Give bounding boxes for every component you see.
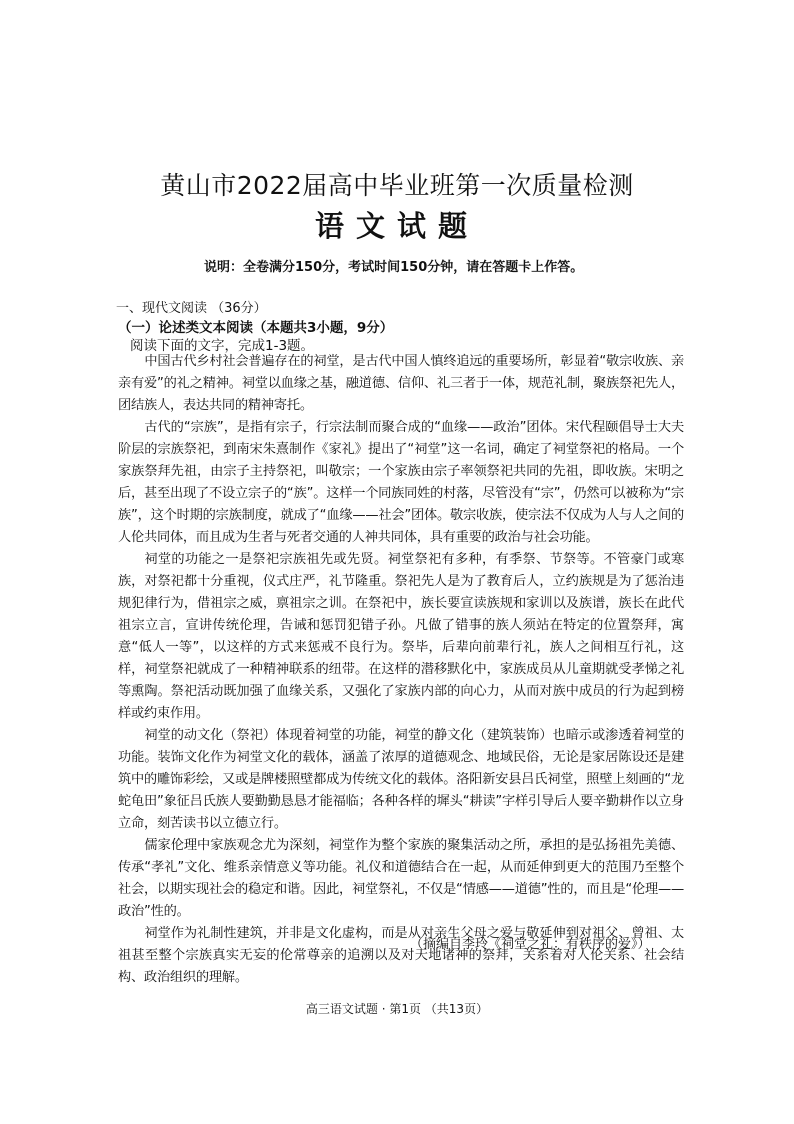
page-footer: 高三语文试题 · 第1页 （共13页） xyxy=(305,1002,489,1016)
passage-source: （摘编自李玲《祠堂之礼：有秩序的爱》） xyxy=(410,937,651,952)
passage-paragraph: 古代的“宗族”，是指有宗子，行宗法制而聚合成的“血缘——政治”团体。宋代程颐倡导士大夫阶层的宗族祭祀，到南宋朱熹制作《家礼》提出了“祠堂”这一名词，确定了祠堂祭祀的格局。一个家族祭拜先祖，由宗子主持祭祀，叫敬宗；一个家族由宗子率领祭祀共同的先祖，即收族。宋明之后，甚至出现了不设立宗子的“族”。这样一个同族同姓的村落，尽管没有“宗”，仍然可以被称为“宗族”，这个时期的宗族制度，就成了“血缘——社会”团体。敬宗收族，使宗法不仅成为人与人之间的人伦共同体，而且成为生者与死者交通的人神共同体，具有重要的政治与社会功能。 xyxy=(118,420,684,545)
exam-instructions-note: 说明：全卷满分150分，考试时间150分钟，请在答题卡上作答。 xyxy=(204,260,584,275)
subsection-heading: （一）论述类文本阅读（本题共3小题，9分） xyxy=(118,320,394,336)
passage-paragraph: 中国古代乡村社会普遍存在的祠堂，是古代中国人慎终追远的重要场所，彰显着“敬宗收族、亲亲有爱”的礼之精神。祠堂以血缘之基，融道德、信仰、礼三者于一体，规范礼制，聚族祭祀先人，团结族人，表达共同的精神寄托。 xyxy=(118,354,684,413)
passage-body xyxy=(118,351,684,989)
passage-paragraph: 儒家伦理中家族观念尤为深刻，祠堂作为整个家族的聚集活动之所，承担的是弘扬祖先美德、传承“孝礼”文化、维系亲情意义等功能。礼仪和道德结合在一起，从而延伸到更大的范围乃至整个社会，以期实现社会的稳定和谐。因此，祠堂祭礼，不仅是“情感——道德”性的，而且是“伦理——政治”性的。 xyxy=(118,838,684,919)
passage-paragraph: 祠堂作为礼制性建筑，并非是文化虚构，而是从对亲生父母之爱与敬延伸到对祖父、曾祖、太祖甚至整个宗族真实无妄的伦常尊亲的追溯以及对天地诸神的祭拜，关系着对人伦关系、社会结构、政治组织的理解。 xyxy=(118,926,684,985)
exam-subtitle: 语文试题 xyxy=(314,209,479,243)
exam-title: 黄山市2022届高中毕业班第一次质量检测 xyxy=(160,171,634,200)
reading-instruction: 阅读下面的文字，完成1-3题。 xyxy=(130,338,315,354)
section-heading: 一、现代文阅读 （36分） xyxy=(116,301,267,316)
passage-paragraph: 祠堂的动文化（祭祀）体现着祠堂的功能，祠堂的静文化（建筑装饰）也暗示或渗透着祠堂的功能。装饰文化作为祠堂文化的载体，涵盖了浓厚的道德观念、地域民俗，无论是家居陈设还是建筑中的雕饰彩绘，又或是牌楼照壁都成为传统文化的载体。洛阳新安县吕氏祠堂，照壁上刻画的“龙蛇龟田”象征吕氏族人要勤勤恳恳才能福临；各种各样的墀头“耕读”字样引导后人要辛勤耕作以立身立命，刻苦读书以立德立行。 xyxy=(118,728,684,831)
passage-paragraph: 祠堂的功能之一是祭祀宗族祖先或先贤。祠堂祭祀有多种，有季祭、节祭等。不管豪门或寒族，对祭祀都十分重视，仪式庄严，礼节隆重。祭祀先人是为了教育后人，立约族规是为了惩治违规犯律行为，借祖宗之威，禀祖宗之训。在祭祀中，族长要宣读族规和家训以及族谱，族长在此代祖宗立言，宣讲传统伦理，告诫和惩罚犯错子孙。凡做了错事的族人须站在特定的位置祭拜，寓意“低人一等”，以这样的方式来惩戒不良行为。祭毕，后辈向前辈行礼，族人之间相互行礼，这样，祠堂祭祀就成了一种精神联系的纽带。在这样的潜移默化中，家族成员从儿童期就受孝悌之礼等熏陶。祭祀活动既加强了血缘关系，又强化了家族内部的向心力，从而对族中成员的行为起到榜样或约束作用。 xyxy=(118,552,684,721)
